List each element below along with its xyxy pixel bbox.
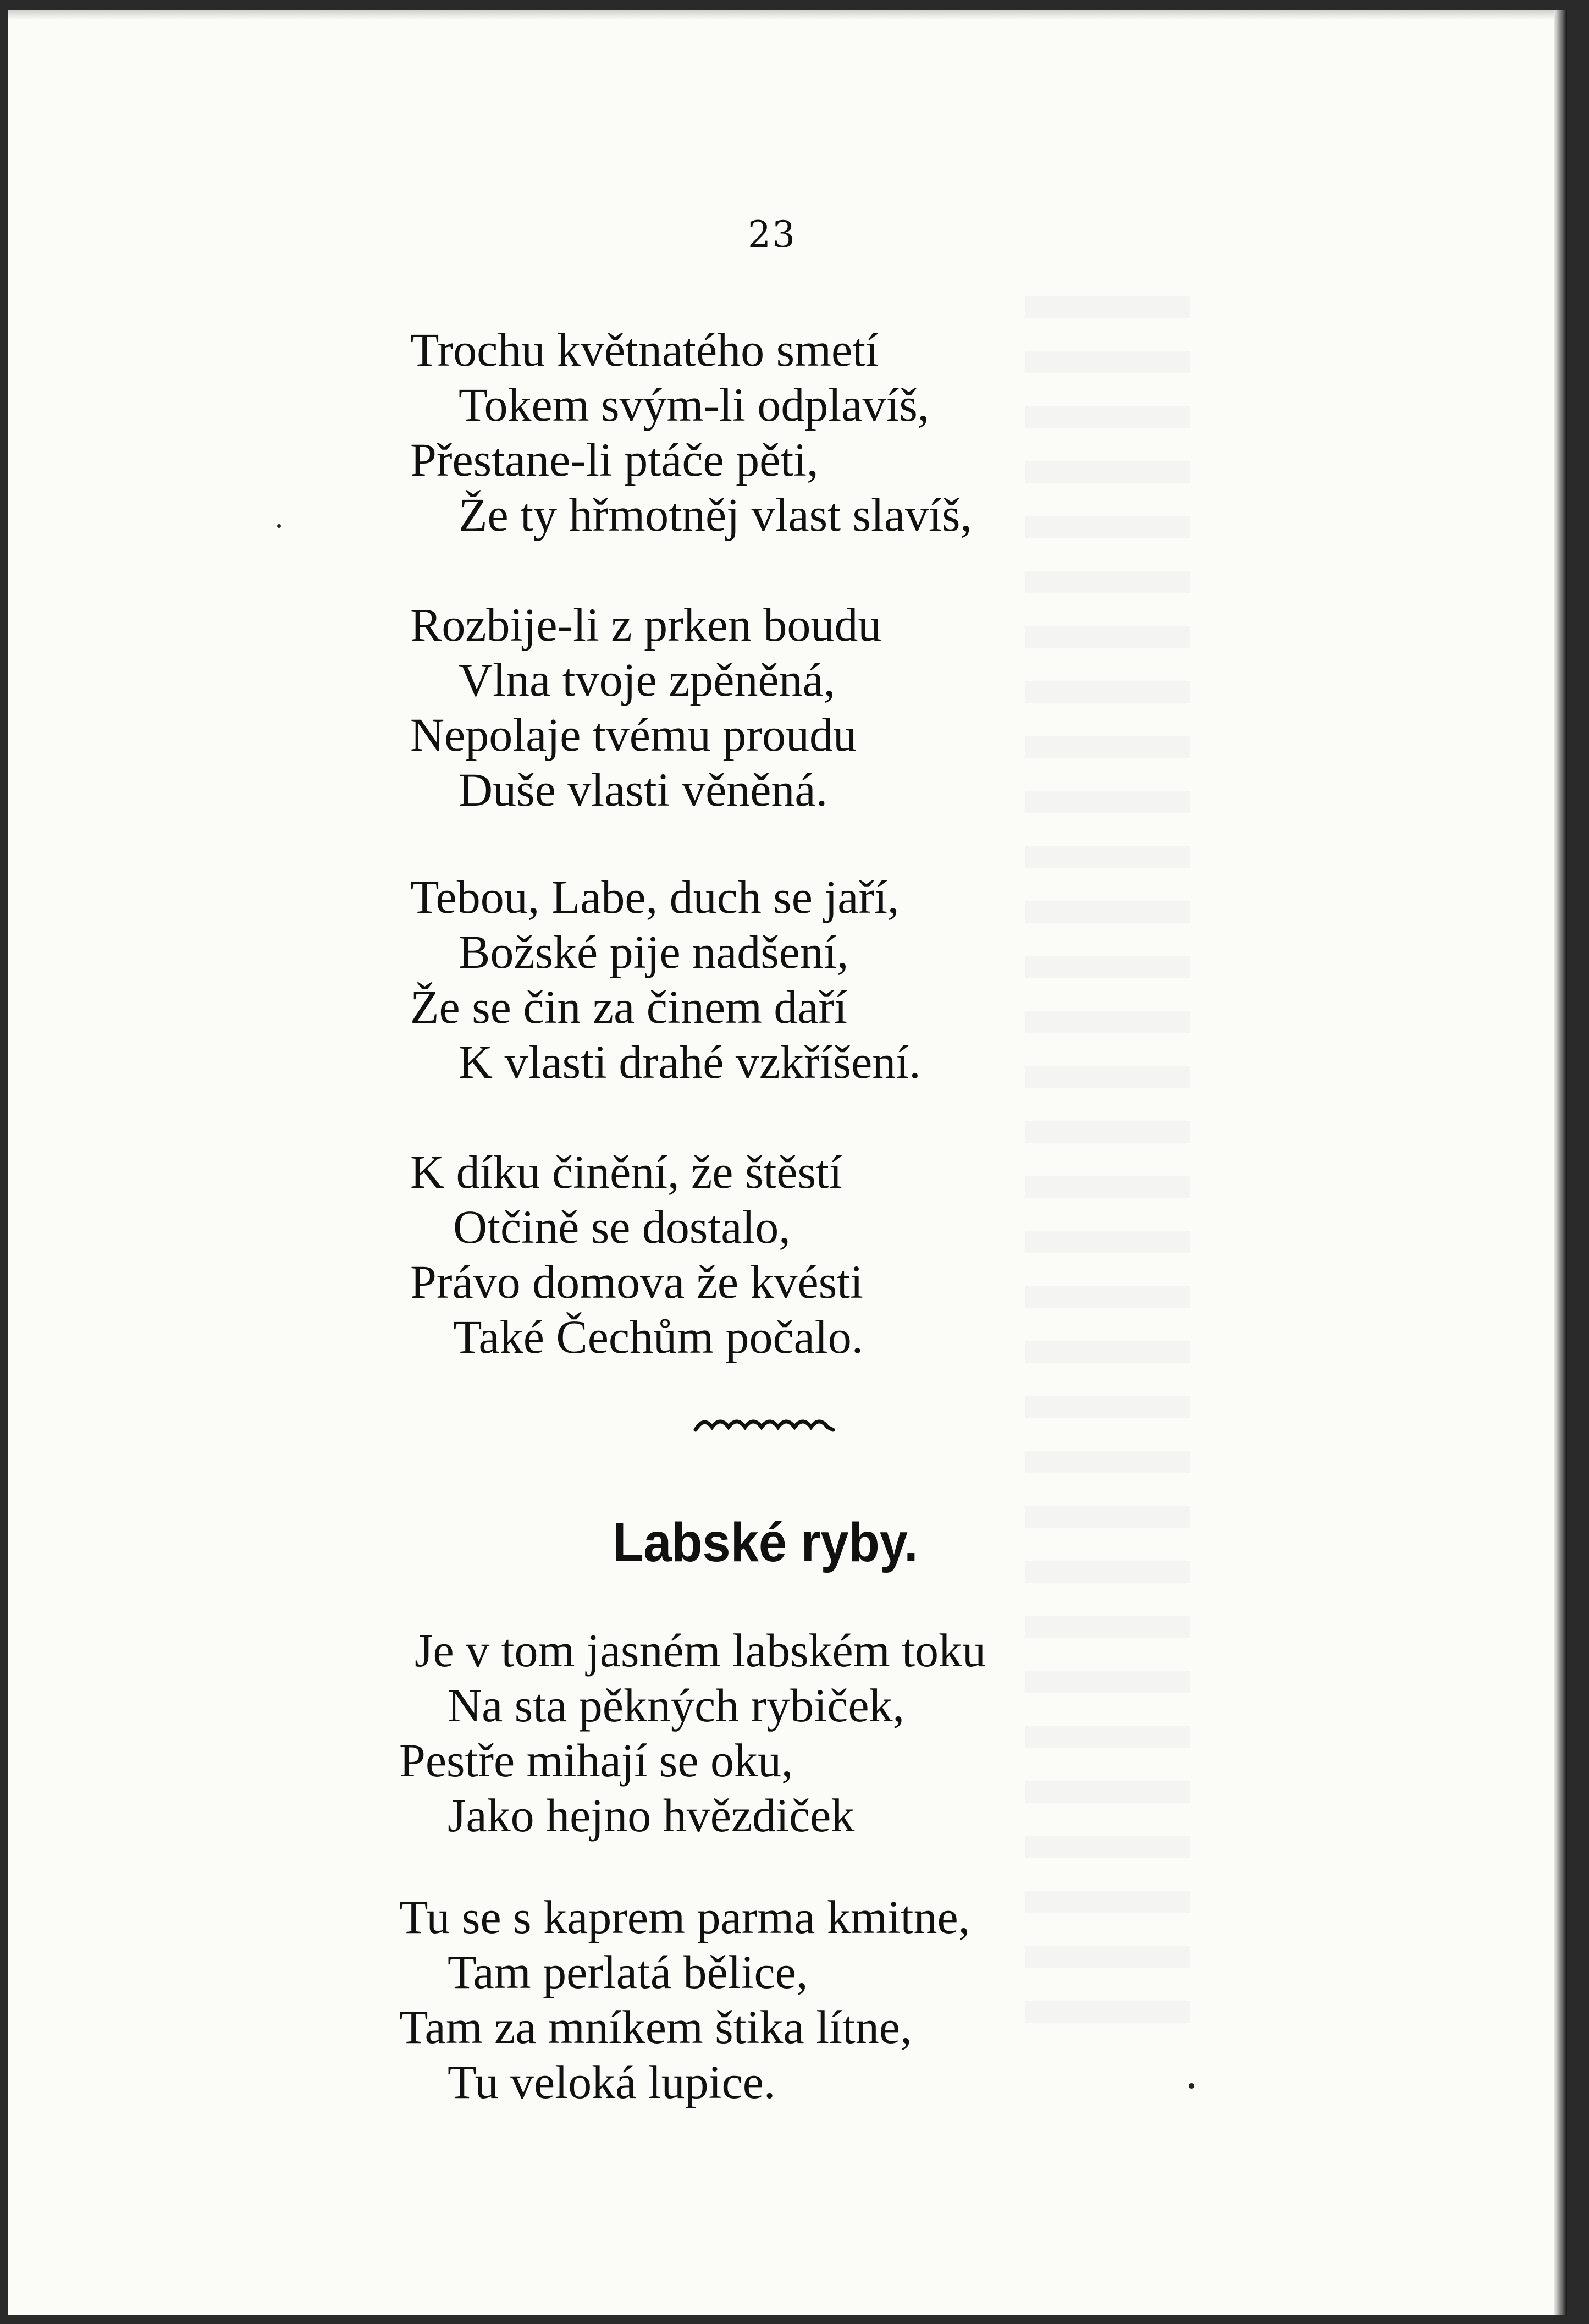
stanza-2-line-1: Rozbije-li z prken boudu (410, 598, 882, 651)
book-page (8, 10, 1567, 2315)
stanza-2-line-2: Vlna tvoje zpěněná, (459, 653, 836, 706)
stanza-3-line-2: Božské pije nadšení, (459, 926, 849, 978)
stanza-3-line-4: K vlasti drahé vzkříšení. (459, 1036, 921, 1088)
stanza-4-line-1: K díku činění, že štěstí (410, 1146, 842, 1198)
poem2-stanza-1-line-2: Na sta pěkných rybiček, (448, 1679, 905, 1732)
stanza-3-line-1: Tebou, Labe, duch se jaří, (410, 871, 900, 923)
stanza-1-line-3: Přestane-li ptáče pěti, (410, 433, 819, 486)
stanza-4-line-2: Otčině se dostalo, (453, 1200, 791, 1253)
poem2-stanza-1-line-1: Je v tom jasném labském toku (415, 1624, 986, 1677)
ink-speck (1189, 2083, 1194, 2089)
poem2-stanza-1-line-4: Jako hejno hvězdiček (448, 1789, 855, 1842)
poem2-stanza-2-line-4: Tu veloká lupice. (448, 2056, 776, 2108)
poem2-stanza-2-line-1: Tu se s kaprem parma kmitne, (399, 1891, 970, 1943)
stanza-1-line-1: Trochu květnatého smetí (410, 323, 879, 376)
page-number: 23 (748, 213, 796, 256)
wave-divider-icon (693, 1413, 836, 1435)
stanza-3-line-3: Že se čin za činem daří (410, 981, 848, 1033)
page-top-edge (8, 10, 1567, 20)
poem2-stanza-2-line-3: Tam za mníkem štika lítne, (399, 2001, 912, 2053)
stanza-4-line-3: Právo domova že kvésti (410, 1255, 863, 1308)
stanza-2-line-4: Duše vlasti věněná. (459, 763, 828, 816)
page-right-edge (1554, 10, 1567, 2315)
poem2-stanza-2-line-2: Tam perlatá bělice, (448, 1946, 808, 1998)
poem-title: Labské ryby. (613, 1512, 918, 1573)
stanza-2-line-3: Nepolaje tvému proudu (410, 708, 857, 761)
ink-speck (277, 524, 281, 528)
stanza-1-line-2: Tokem svým-li odplavíš, (459, 378, 930, 431)
stanza-1-line-4: Že ty hřmotněj vlast slavíš, (459, 488, 972, 541)
poem2-stanza-1-line-3: Pestře mihají se oku, (399, 1734, 793, 1787)
show-through-text (1025, 296, 1190, 2056)
stanza-4-line-4: Také Čechům počalo. (453, 1310, 864, 1363)
